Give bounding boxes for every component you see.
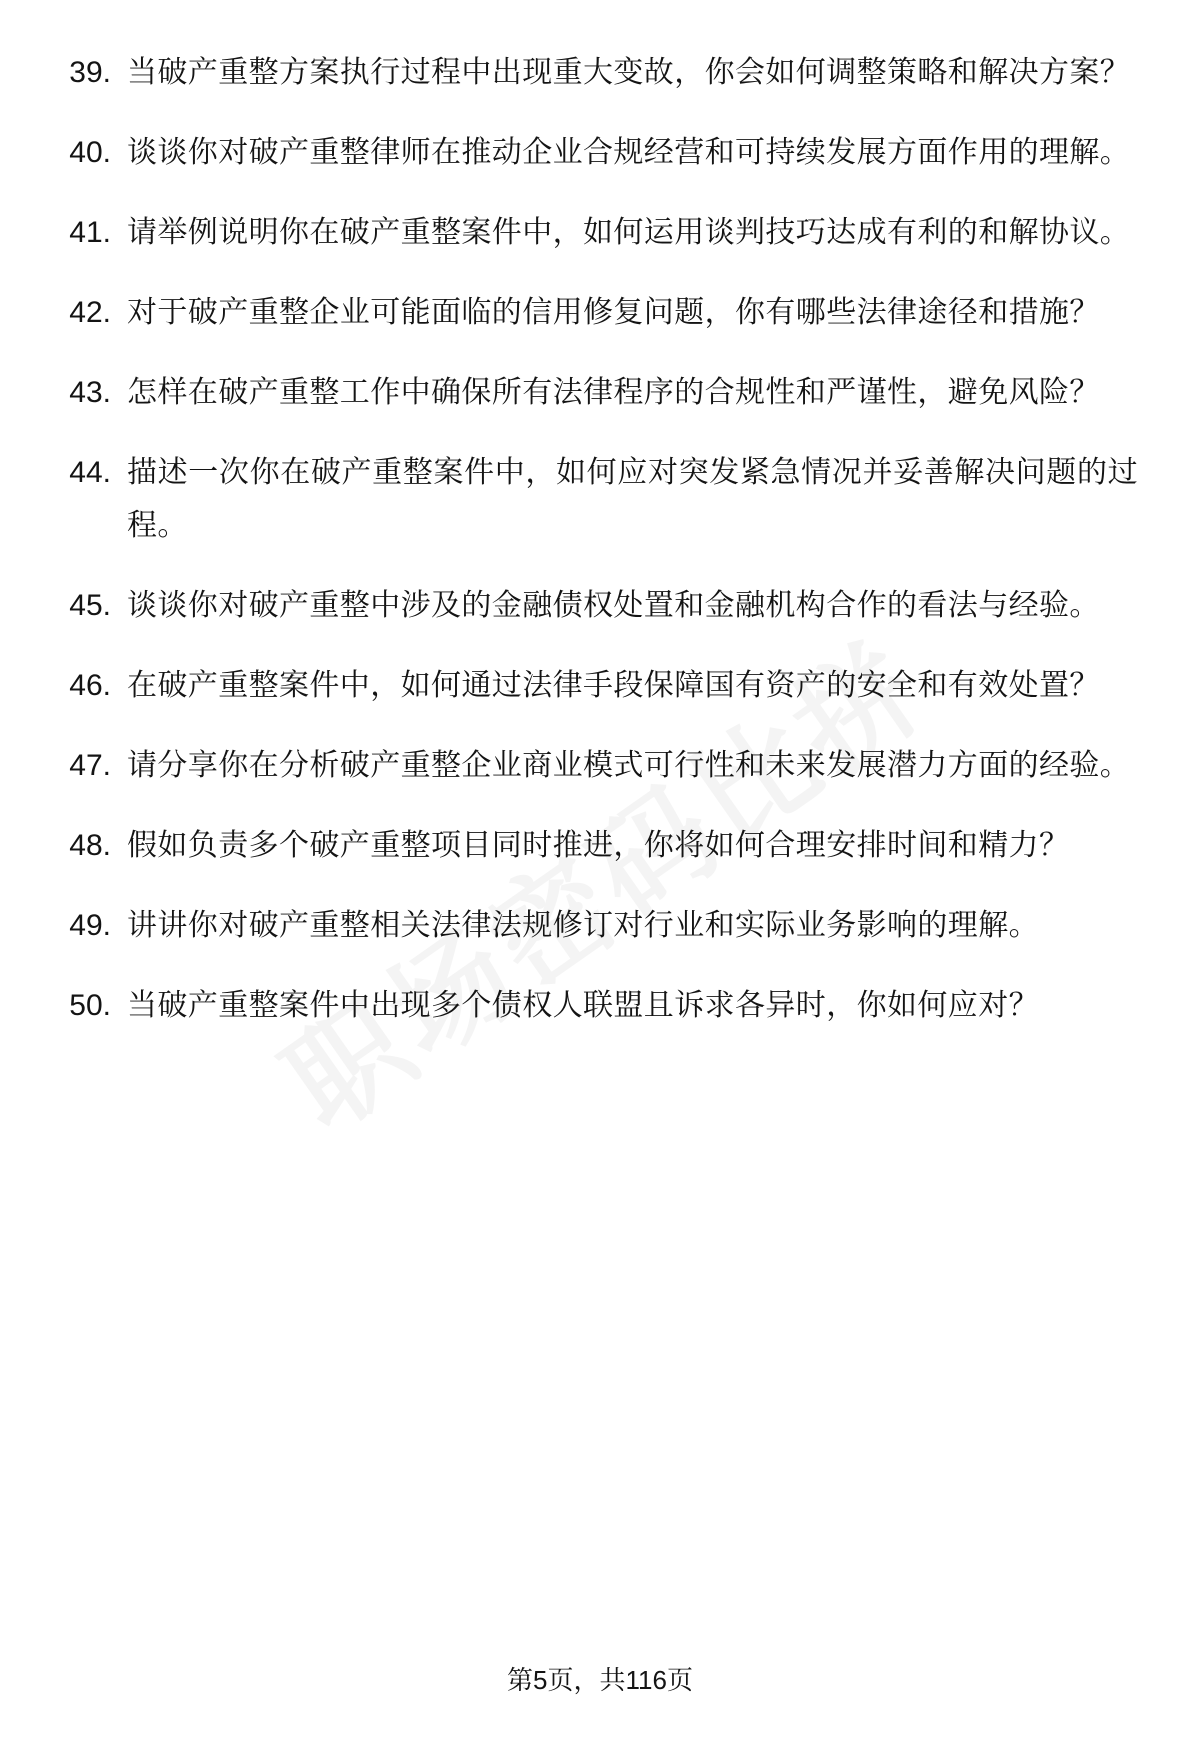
question-text: 请举例说明你在破产重整案件中，如何运用谈判技巧达成有利的和解协议。 bbox=[127, 216, 1131, 249]
list-item bbox=[55, 366, 1138, 419]
question-text: 谈谈你对破产重整律师在推动企业合规经营和可持续发展方面作用的理解。 bbox=[127, 136, 1131, 169]
question-number: 50. bbox=[69, 989, 111, 1022]
question-text: 假如负责多个破产重整项目同时推进，你将如何合理安排时间和精力？ bbox=[127, 829, 1070, 862]
question-number: 40. bbox=[69, 136, 111, 169]
question-text: 讲讲你对破产重整相关法律法规修订对行业和实际业务影响的理解。 bbox=[127, 909, 1039, 942]
question-text: 当破产重整案件中出现多个债权人联盟且诉求各异时，你如何应对？ bbox=[127, 989, 1039, 1022]
list-item bbox=[55, 126, 1138, 179]
question-list bbox=[55, 46, 1138, 1032]
question-number: 39. bbox=[69, 56, 111, 89]
question-number: 44. bbox=[69, 456, 111, 489]
list-item bbox=[55, 446, 1138, 552]
list-item bbox=[55, 206, 1138, 259]
question-text: 谈谈你对破产重整中涉及的金融债权处置和金融机构合作的看法与经验。 bbox=[127, 589, 1100, 622]
list-item bbox=[55, 899, 1138, 952]
list-item bbox=[55, 819, 1138, 872]
list-item bbox=[55, 46, 1138, 99]
question-text: 描述一次你在破产重整案件中，如何应对突发紧急情况并妥善解决问题的过程。 bbox=[127, 456, 1138, 542]
question-text: 当破产重整方案执行过程中出现重大变故，你会如何调整策略和解决方案？ bbox=[127, 56, 1131, 89]
question-text: 怎样在破产重整工作中确保所有法律程序的合规性和严谨性，避免风险？ bbox=[127, 376, 1100, 409]
list-item bbox=[55, 286, 1138, 339]
question-number: 46. bbox=[69, 669, 111, 702]
list-item bbox=[55, 739, 1138, 792]
question-number: 43. bbox=[69, 376, 111, 409]
question-text: 请分享你在分析破产重整企业商业模式可行性和未来发展潜力方面的经验。 bbox=[127, 749, 1131, 782]
question-number: 41. bbox=[69, 216, 111, 249]
question-number: 49. bbox=[69, 909, 111, 942]
list-item bbox=[55, 659, 1138, 712]
page-footer bbox=[0, 1660, 1200, 1697]
question-number: 48. bbox=[69, 829, 111, 862]
question-number: 47. bbox=[69, 749, 111, 782]
list-item bbox=[55, 579, 1138, 632]
question-text: 在破产重整案件中，如何通过法律手段保障国有资产的安全和有效处置？ bbox=[127, 669, 1100, 702]
question-text: 对于破产重整企业可能面临的信用修复问题，你有哪些法律途径和措施？ bbox=[127, 296, 1100, 329]
page-number-label: 第5页，共116页 bbox=[507, 1665, 693, 1695]
list-item bbox=[55, 979, 1138, 1032]
question-number: 42. bbox=[69, 296, 111, 329]
question-number: 45. bbox=[69, 589, 111, 622]
